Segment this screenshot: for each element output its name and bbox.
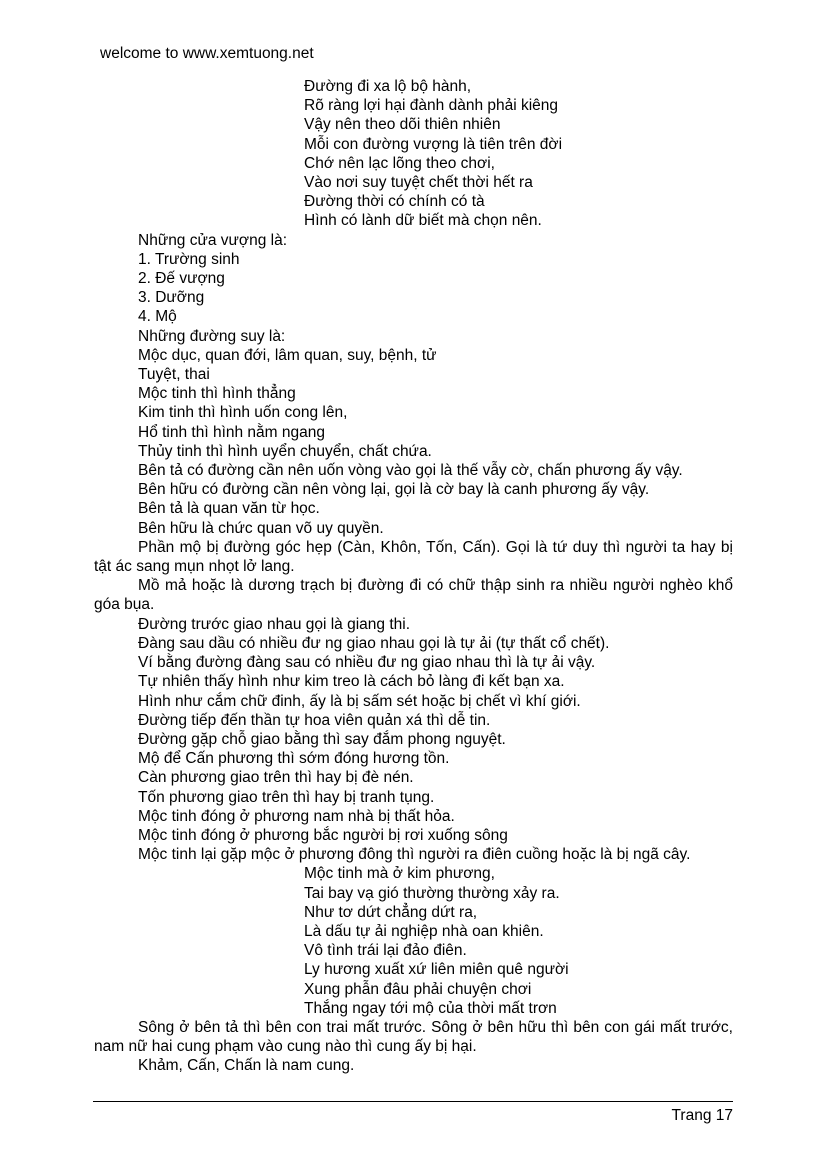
text-line: Khảm, Cấn, Chấn là nam cung.	[138, 1057, 355, 1075]
text-line: Càn phương giao trên thì hay bị đè nén.	[138, 769, 414, 787]
text-line: 2. Đế vượng	[138, 270, 225, 288]
poem-line: Vô tình trái lại đảo điên.	[304, 942, 467, 960]
paragraph: Sông ở bên tả thì bên con trai mất trước. Sông ở bên hữu thì bên con gái mất trước, nam nữ hai cung phạm vào cung nào thì cung ấy bị hại.	[94, 1018, 733, 1056]
poem-line: Vậy nên theo dõi thiên nhiên	[304, 116, 501, 134]
poem-line: Đường đi xa lộ bộ hành,	[304, 78, 472, 95]
text-line: Mộc dục, quan đới, lâm quan, suy, bệnh, tử	[138, 346, 437, 364]
poem-line: Mỗi con đường vượng là tiên trên đời	[304, 135, 563, 153]
poem-line: Như tơ dứt chẳng dứt ra,	[304, 903, 478, 921]
text-line: 3. Dưỡng	[138, 289, 205, 307]
poem-line: Hình có lành dữ biết mà chọn nên.	[304, 212, 542, 230]
poem-line: Mộc tinh mà ở kim phương,	[304, 865, 495, 883]
text-line: Mộc tinh đóng ở phương nam nhà bị thất hỏa.	[138, 807, 455, 825]
poem-line: Ly hương xuất xứ liên miên quê người	[304, 961, 569, 979]
text-line: Những cửa vượng là:	[138, 231, 287, 249]
poem-line: Tai bay vạ gió thường thường xảy ra.	[304, 884, 560, 902]
text-line: Mộc tinh lại gặp mộc ở phương đông thì người ra điên cuồng hoặc là bị ngã cây.	[138, 846, 691, 864]
footer-divider	[93, 1101, 733, 1102]
text-line: 1. Trường sinh	[138, 250, 240, 268]
text-line: Bên hữu có đường cần nên vòng lại, gọi là cờ bay là canh phương ấy vậy.	[138, 481, 650, 499]
page-header-url: welcome to www.xemtuong.net	[100, 45, 314, 62]
text-line: Mộ để Cấn phương thì sớm đóng hương tồn.	[138, 750, 450, 768]
text-line: Ví bằng đường đàng sau có nhiều đư ng giao nhau thì là tự ải vậy.	[138, 654, 596, 672]
text-line: Tuyệt, thai	[138, 366, 210, 384]
text-line: Thủy tinh thì hình uyển chuyển, chất chứa.	[138, 442, 432, 460]
text-line: 4. Mộ	[138, 308, 177, 326]
poem-line: Thắng ngay tới mộ của thời mất trơn	[304, 999, 557, 1017]
poem-line: Vào nơi suy tuyệt chết thời hết ra	[304, 174, 533, 192]
paragraph: Mồ mả hoặc là dương trạch bị đường đi có chữ thập sinh ra nhiều người nghèo khổ góa bụa.	[94, 577, 733, 614]
text-line: Bên hữu là chức quan võ uy quyền.	[138, 519, 384, 537]
poem-line: Là dấu tự ải nghiệp nhà oan khiên.	[304, 922, 544, 940]
text-line: Mộc tinh thì hình thẳng	[138, 385, 296, 403]
text-line: Bên tả có đường cần nên uốn vòng vào gọi là thế vẫy cờ, chấn phương ấy vậy.	[138, 462, 683, 480]
text-line: Bên tả là quan văn từ học.	[138, 500, 320, 518]
poem-line: Rõ ràng lợi hại đành dành phải kiêng	[304, 97, 559, 115]
poem-line: Đường thời có chính có tà	[304, 193, 485, 211]
list-section	[94, 231, 733, 538]
text-line: Đường tiếp đến thần tự hoa viên quản xá thì dễ tin.	[138, 711, 491, 729]
text-line: Hổ tinh thì hình nằm ngang	[138, 423, 325, 441]
text-line: Đường gặp chỗ giao bằng thì say đắm phong nguyệt.	[138, 730, 506, 748]
text-line: Đàng sau dầu có nhiều đư ng giao nhau gọi là tự ải (tự thất cổ chết).	[138, 634, 610, 652]
text-line: Kim tinh thì hình uốn cong lên,	[138, 404, 348, 422]
text-line: Đường trước giao nhau gọi là giang thi.	[138, 615, 411, 633]
page-number: Trang 17	[671, 1107, 733, 1124]
poem-line: Xung phẫn đâu phải chuyện chơi	[304, 980, 532, 998]
poem-block-1	[94, 77, 733, 231]
text-line: Mộc tinh đóng ở phương bắc người bị rơi xuống sông	[138, 826, 508, 844]
single-line-section	[94, 615, 733, 865]
page-body	[94, 77, 733, 1076]
text-line: Hình như cắm chữ đinh, ấy là bị sấm sét hoặc bị chết vì khí giới.	[138, 692, 581, 710]
paragraph: Phần mộ bị đường góc hẹp (Càn, Khôn, Tốn, Cấn). Gọi là tứ duy thì người ta hay bị tật ác sang mụn nhọt lở lang.	[94, 538, 733, 576]
text-line: Tốn phương giao trên thì hay bị tranh tụng.	[138, 788, 435, 806]
text-line: Những đường suy là:	[138, 327, 286, 345]
poem-line: Chớ nên lạc lõng theo chơi,	[304, 154, 495, 172]
text-line: Tự nhiên thấy hình như kim treo là cách bỏ làng đi kết bạn xa.	[138, 673, 565, 691]
poem-block-2	[94, 864, 733, 1018]
